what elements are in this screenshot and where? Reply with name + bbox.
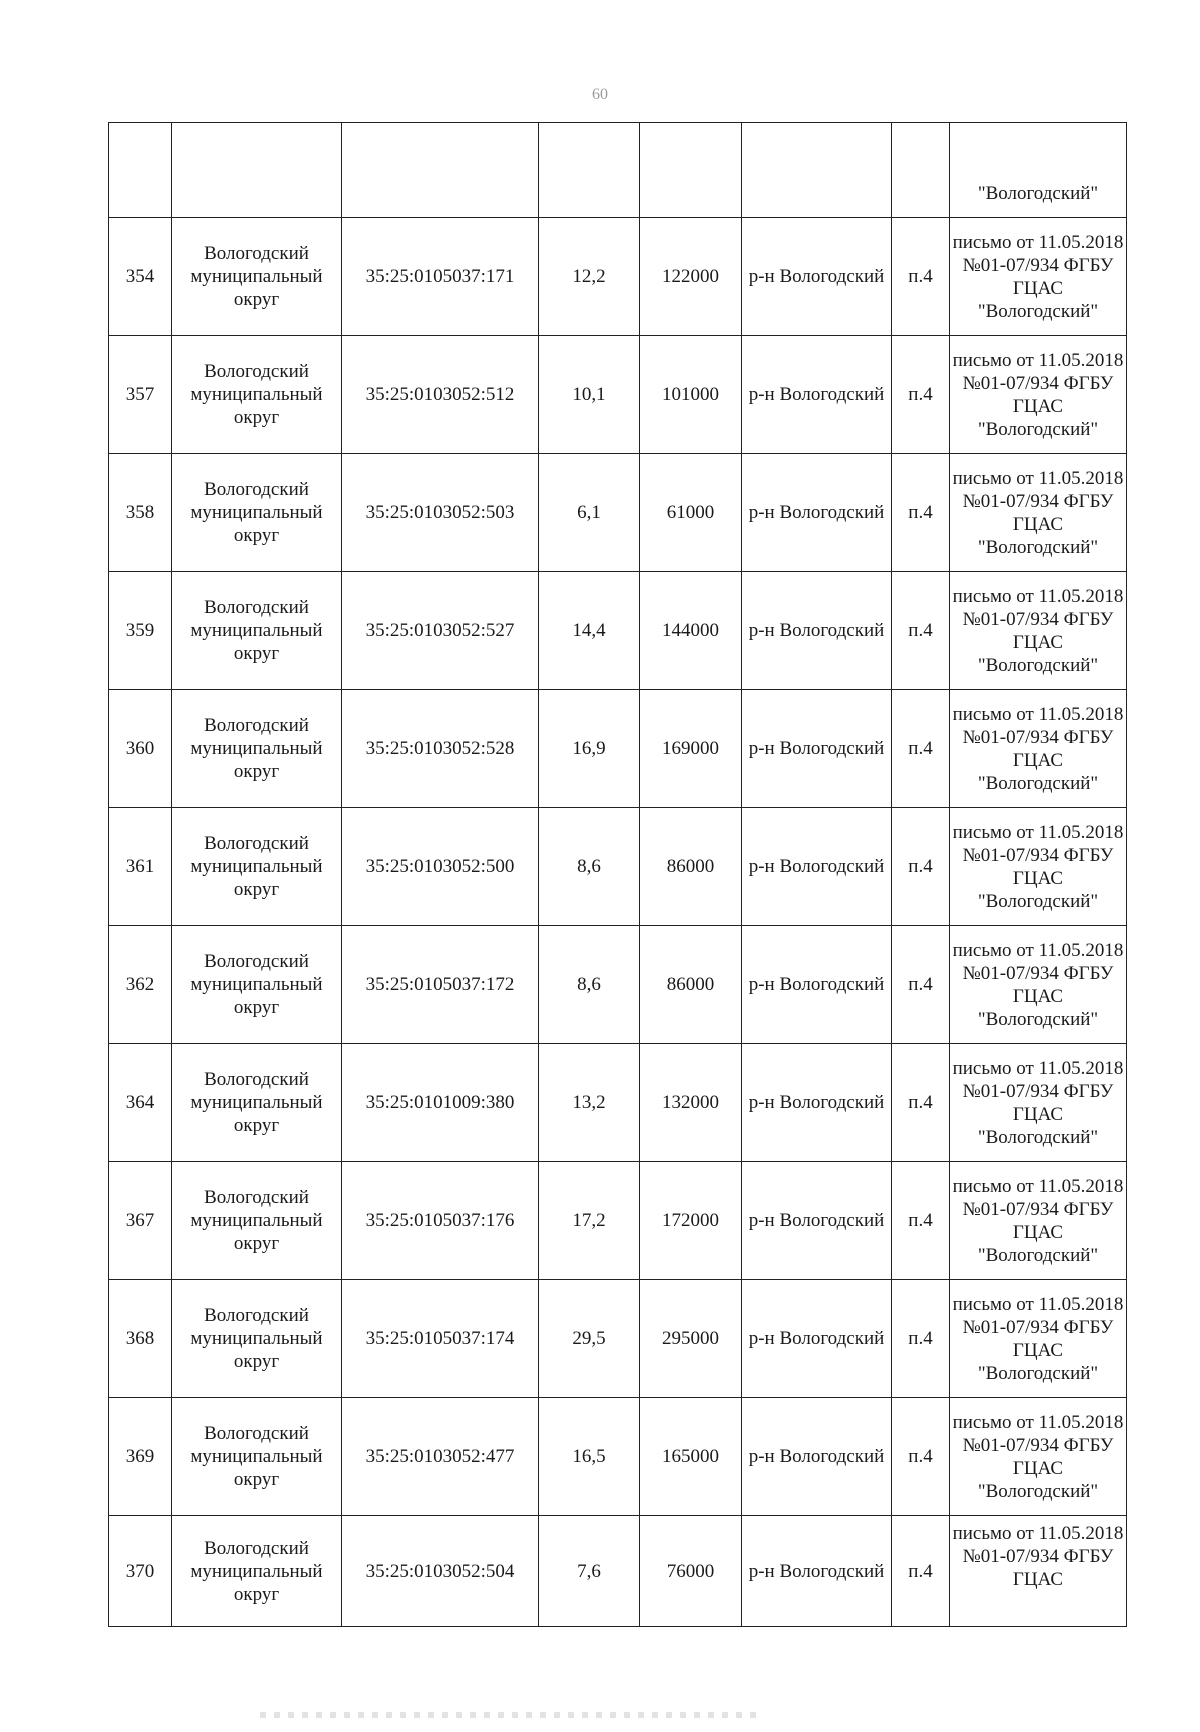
cell-basis: письмо от 11.05.2018 №01-07/934 ФГБУ ГЦАС bbox=[950, 1516, 1127, 1627]
cell-location: р-н Вологодский bbox=[742, 1398, 892, 1516]
cell-location: р-н Вологодский bbox=[742, 926, 892, 1044]
cell-clause: п.4 bbox=[892, 1044, 950, 1162]
cell-price: 61000 bbox=[640, 454, 742, 572]
cell-area: 29,5 bbox=[539, 1280, 640, 1398]
cell-cadastral: 35:25:0103052:504 bbox=[342, 1516, 539, 1627]
cell-clause: п.4 bbox=[892, 1516, 950, 1627]
cell-price: 86000 bbox=[640, 926, 742, 1044]
cell-num: 364 bbox=[109, 1044, 172, 1162]
table-row bbox=[109, 808, 1127, 926]
cell-price: 101000 bbox=[640, 336, 742, 454]
cell-cadastral: 35:25:0105037:174 bbox=[342, 1280, 539, 1398]
cell-location: р-н Вологодский bbox=[742, 1280, 892, 1398]
table-row bbox=[109, 690, 1127, 808]
cell-cadastral: 35:25:0103052:477 bbox=[342, 1398, 539, 1516]
cell-basis: письмо от 11.05.2018 №01-07/934 ФГБУ ГЦАС "Вологодский" bbox=[950, 1044, 1127, 1162]
cell-price: 169000 bbox=[640, 690, 742, 808]
cell-owner: Вологодский муниципальный округ bbox=[172, 454, 342, 572]
cell-num bbox=[109, 123, 172, 218]
cell-basis: письмо от 11.05.2018 №01-07/934 ФГБУ ГЦАС "Вологодский" bbox=[950, 808, 1127, 926]
cell-owner: Вологодский муниципальный округ bbox=[172, 690, 342, 808]
cell-price: 172000 bbox=[640, 1162, 742, 1280]
cell-area: 10,1 bbox=[539, 336, 640, 454]
cell-location: р-н Вологодский bbox=[742, 1044, 892, 1162]
cell-basis: письмо от 11.05.2018 №01-07/934 ФГБУ ГЦАС "Вологодский" bbox=[950, 926, 1127, 1044]
cell-owner: Вологодский муниципальный округ bbox=[172, 1516, 342, 1627]
cell-basis: письмо от 11.05.2018 №01-07/934 ФГБУ ГЦАС "Вологодский" bbox=[950, 1280, 1127, 1398]
cell-num: 361 bbox=[109, 808, 172, 926]
cell-area: 13,2 bbox=[539, 1044, 640, 1162]
table-row bbox=[109, 572, 1127, 690]
cell-location: р-н Вологодский bbox=[742, 218, 892, 336]
cell-basis: письмо от 11.05.2018 №01-07/934 ФГБУ ГЦАС "Вологодский" bbox=[950, 454, 1127, 572]
cell-cadastral: 35:25:0105037:171 bbox=[342, 218, 539, 336]
cell-cadastral: 35:25:0103052:500 bbox=[342, 808, 539, 926]
cell-clause: п.4 bbox=[892, 454, 950, 572]
cell-clause: п.4 bbox=[892, 808, 950, 926]
cell-basis: письмо от 11.05.2018 №01-07/934 ФГБУ ГЦАС "Вологодский" bbox=[950, 1398, 1127, 1516]
cell-clause: п.4 bbox=[892, 336, 950, 454]
cell-cadastral: 35:25:0103052:503 bbox=[342, 454, 539, 572]
cell-basis: письмо от 11.05.2018 №01-07/934 ФГБУ ГЦАС "Вологодский" bbox=[950, 690, 1127, 808]
cell-area: 7,6 bbox=[539, 1516, 640, 1627]
cell-basis: "Вологодский" bbox=[950, 123, 1127, 218]
table-row bbox=[109, 454, 1127, 572]
cell-clause: п.4 bbox=[892, 1162, 950, 1280]
cell-basis: письмо от 11.05.2018 №01-07/934 ФГБУ ГЦАС "Вологодский" bbox=[950, 336, 1127, 454]
cell-owner: Вологодский муниципальный округ bbox=[172, 1398, 342, 1516]
cell-num: 354 bbox=[109, 218, 172, 336]
cell-price bbox=[640, 123, 742, 218]
table-row bbox=[109, 1516, 1127, 1627]
cell-price: 122000 bbox=[640, 218, 742, 336]
cell-owner: Вологодский муниципальный округ bbox=[172, 336, 342, 454]
cell-clause bbox=[892, 123, 950, 218]
cell-basis: письмо от 11.05.2018 №01-07/934 ФГБУ ГЦАС "Вологодский" bbox=[950, 218, 1127, 336]
cell-owner: Вологодский муниципальный округ bbox=[172, 808, 342, 926]
cell-owner: Вологодский муниципальный округ bbox=[172, 926, 342, 1044]
cell-cadastral: 35:25:0101009:380 bbox=[342, 1044, 539, 1162]
cell-owner bbox=[172, 123, 342, 218]
table-row-continuation bbox=[109, 123, 1127, 218]
cell-owner: Вологодский муниципальный округ bbox=[172, 1280, 342, 1398]
table-row bbox=[109, 1398, 1127, 1516]
cell-location: р-н Вологодский bbox=[742, 572, 892, 690]
cell-owner: Вологодский муниципальный округ bbox=[172, 1162, 342, 1280]
cell-basis: письмо от 11.05.2018 №01-07/934 ФГБУ ГЦАС "Вологодский" bbox=[950, 1162, 1127, 1280]
cell-clause: п.4 bbox=[892, 1280, 950, 1398]
cell-location: р-н Вологодский bbox=[742, 1162, 892, 1280]
cell-num: 358 bbox=[109, 454, 172, 572]
cell-cadastral: 35:25:0103052:528 bbox=[342, 690, 539, 808]
cell-location: р-н Вологодский bbox=[742, 690, 892, 808]
cell-cadastral: 35:25:0103052:512 bbox=[342, 336, 539, 454]
cell-basis: письмо от 11.05.2018 №01-07/934 ФГБУ ГЦАС "Вологодский" bbox=[950, 572, 1127, 690]
cell-location: р-н Вологодский bbox=[742, 454, 892, 572]
cell-clause: п.4 bbox=[892, 218, 950, 336]
cell-num: 362 bbox=[109, 926, 172, 1044]
cell-clause: п.4 bbox=[892, 572, 950, 690]
cell-owner: Вологодский муниципальный округ bbox=[172, 1044, 342, 1162]
cell-location: р-н Вологодский bbox=[742, 1516, 892, 1627]
cell-cadastral: 35:25:0103052:527 bbox=[342, 572, 539, 690]
cell-area: 14,4 bbox=[539, 572, 640, 690]
cell-location bbox=[742, 123, 892, 218]
cell-clause: п.4 bbox=[892, 926, 950, 1044]
table-row bbox=[109, 218, 1127, 336]
cell-area: 8,6 bbox=[539, 808, 640, 926]
cell-price: 165000 bbox=[640, 1398, 742, 1516]
page-number: 60 bbox=[592, 86, 608, 103]
cell-area: 16,9 bbox=[539, 690, 640, 808]
table-row bbox=[109, 336, 1127, 454]
property-table bbox=[108, 122, 1127, 1627]
cell-price: 86000 bbox=[640, 808, 742, 926]
cell-area: 8,6 bbox=[539, 926, 640, 1044]
cell-area: 17,2 bbox=[539, 1162, 640, 1280]
cell-num: 369 bbox=[109, 1398, 172, 1516]
cell-area: 6,1 bbox=[539, 454, 640, 572]
table-row bbox=[109, 1162, 1127, 1280]
table-row bbox=[109, 926, 1127, 1044]
cell-clause: п.4 bbox=[892, 690, 950, 808]
cell-num: 367 bbox=[109, 1162, 172, 1280]
cell-owner: Вологодский муниципальный округ bbox=[172, 218, 342, 336]
cell-area: 16,5 bbox=[539, 1398, 640, 1516]
cell-cadastral bbox=[342, 123, 539, 218]
cell-cadastral: 35:25:0105037:172 bbox=[342, 926, 539, 1044]
cell-owner: Вологодский муниципальный округ bbox=[172, 572, 342, 690]
cell-clause: п.4 bbox=[892, 1398, 950, 1516]
cell-area: 12,2 bbox=[539, 218, 640, 336]
cell-num: 359 bbox=[109, 572, 172, 690]
cell-num: 370 bbox=[109, 1516, 172, 1627]
cell-num: 368 bbox=[109, 1280, 172, 1398]
table-row bbox=[109, 1044, 1127, 1162]
cell-price: 76000 bbox=[640, 1516, 742, 1627]
cell-location: р-н Вологодский bbox=[742, 336, 892, 454]
scan-artifact bbox=[260, 1712, 760, 1718]
cell-num: 357 bbox=[109, 336, 172, 454]
cell-cadastral: 35:25:0105037:176 bbox=[342, 1162, 539, 1280]
cell-num: 360 bbox=[109, 690, 172, 808]
cell-price: 144000 bbox=[640, 572, 742, 690]
table-row bbox=[109, 1280, 1127, 1398]
cell-area bbox=[539, 123, 640, 218]
cell-price: 295000 bbox=[640, 1280, 742, 1398]
cell-price: 132000 bbox=[640, 1044, 742, 1162]
cell-location: р-н Вологодский bbox=[742, 808, 892, 926]
